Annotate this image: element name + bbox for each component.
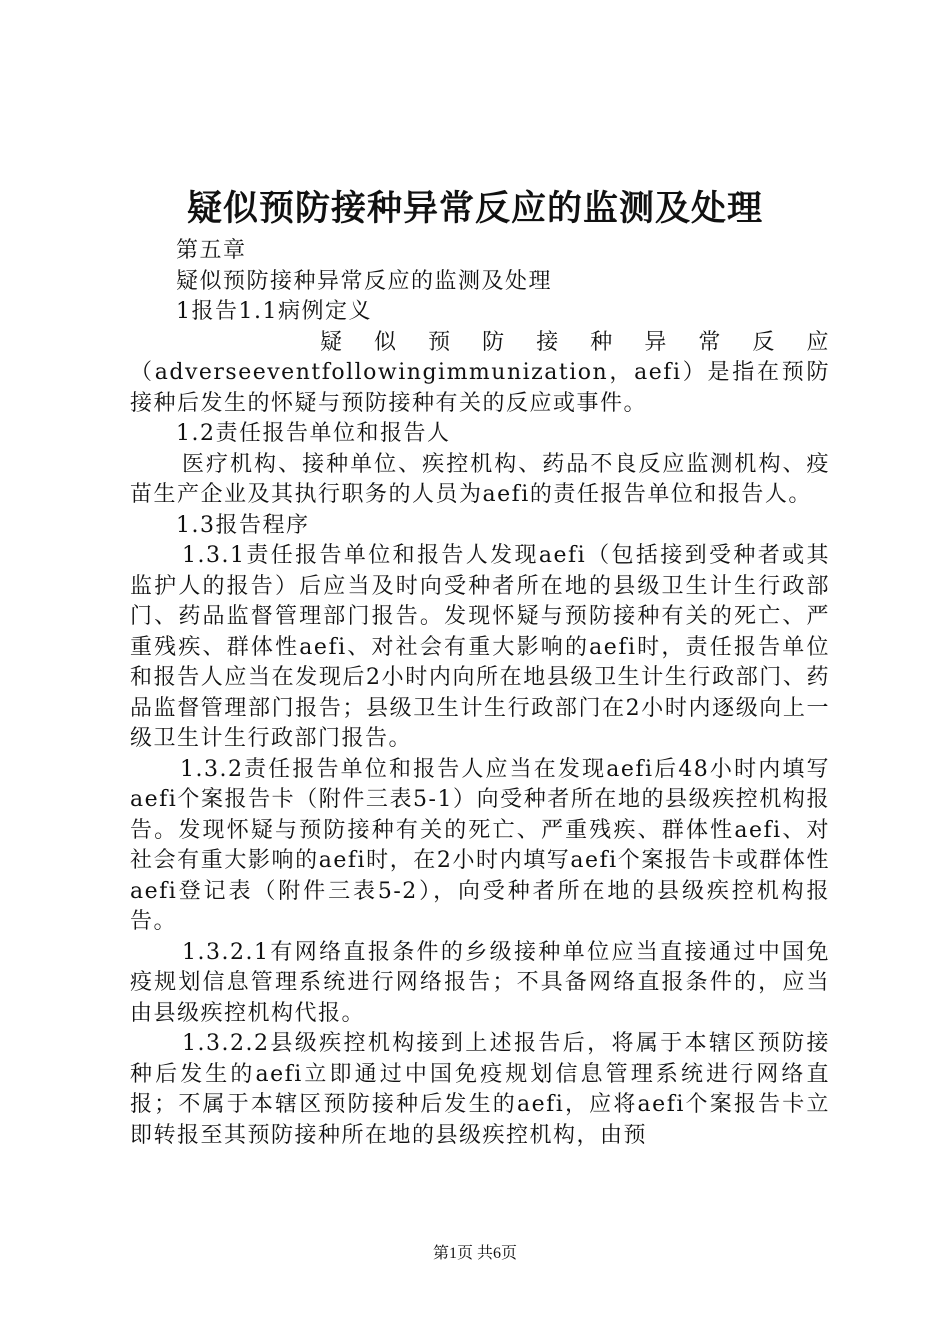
page-number-footer: 第1页 共6页 bbox=[432, 1245, 517, 1262]
section-heading-1-2: 1.2责任报告单位和报告人 bbox=[176, 421, 451, 446]
paragraph-1-3-1: 1.3.1责任报告单位和报告人发现aefi（包括接到受种者或其监护人的报告）后应当及时向受种者所在地的县级卫生计生行政部门、药品监督管理部门报告。发现怀疑与预防接种有关的死亡、严重残疾、群体性aefi、对社会有重大影响的aefi时，责任报告单位和报告人应当在发现后2小时内向所在地县级卫生计生行政部门、药品监督管理部门报告；县级卫生计生行政部门在2小时内逐级向上一级卫生计生行政部门报告。 bbox=[130, 543, 830, 751]
paragraph-1-3-2-2: 1.3.2.2县级疾控机构接到上述报告后，将属于本辖区预防接种后发生的aefi立即通过中国免疫规划信息管理系统进行网络直报；不属于本辖区预防接种后发生的aefi，应将aefi个案报告卡立即转报至其预防接种所在地的县级疾控机构，由预 bbox=[130, 1031, 830, 1148]
section-heading-1-1: 1报告1.1病例定义 bbox=[176, 299, 372, 324]
definition-paragraph: （adverseeventfollowingimmunization，aefi）是指在预防接种后发生的怀疑与预防接种有关的反应或事件。 bbox=[130, 360, 830, 416]
definition-term-line: 疑似预防接种异常反应 bbox=[320, 329, 830, 355]
paragraph-reporting-units: 医疗机构、接种单位、疾控机构、药品不良反应监测机构、疫苗生产企业及其执行职务的人员为aefi的责任报告单位和报告人。 bbox=[130, 451, 830, 507]
chapter-subtitle: 疑似预防接种异常反应的监测及处理 bbox=[176, 268, 553, 294]
paragraph-1-3-2-1: 1.3.2.1有网络直报条件的乡级接种单位应当直接通过中国免疫规划信息管理系统进行网络报告；不具备网络直报条件的，应当由县级疾控机构代报。 bbox=[130, 939, 830, 1026]
chapter-heading: 第五章 bbox=[176, 238, 247, 263]
paragraph-1-3-2: 1.3.2责任报告单位和报告人应当在发现aefi后48小时内填写aefi个案报告卡（附件三表5-1）向受种者所在地的县级疾控机构报告。发现怀疑与预防接种有关的死亡、严重残疾、群体性aefi、对社会有重大影响的aefi时，在2小时内填写aefi个案报告卡或群体性aefi登记表（附件三表5-2），向受种者所在地的县级疾控机构报告。 bbox=[130, 756, 830, 934]
document-title: 疑似预防接种异常反应的监测及处理 bbox=[186, 188, 763, 229]
document-body bbox=[130, 236, 830, 1151]
section-heading-1-3: 1.3报告程序 bbox=[176, 512, 310, 538]
